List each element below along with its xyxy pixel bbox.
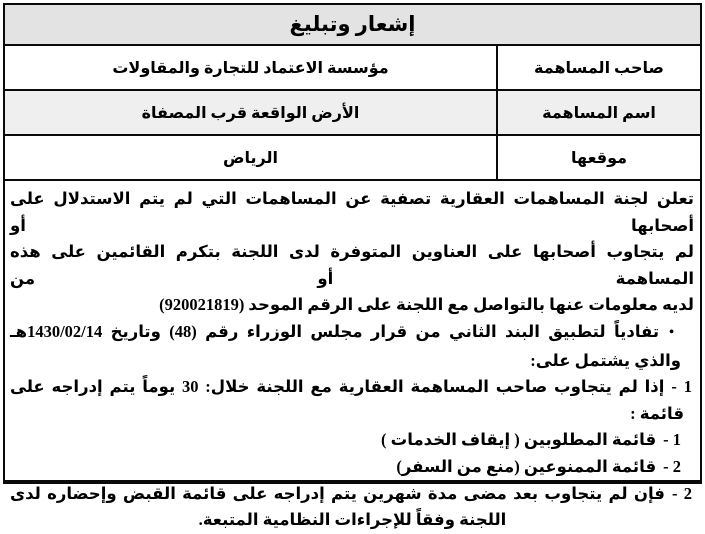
notice-title: إشعار وتبليغ xyxy=(289,12,416,36)
sub-item-1-text: قائمة المطلوبين ( إيقاف الخدمات ) xyxy=(381,430,657,450)
table-row-owner xyxy=(5,46,700,91)
sub-item-2-number: 2 - xyxy=(663,456,681,476)
numbered-item-1-line-1 xyxy=(10,374,695,401)
intro-line-1: تعلن لجنة المساهمات العقارية تصفية عن المساهمات التي لم يتم الاستدلال على أصحابها أو xyxy=(10,189,694,235)
notice-title-bar xyxy=(5,5,700,46)
table-row-contribution-name xyxy=(5,91,700,136)
bullet-item-line-2: والذي يشتمل على: xyxy=(530,350,681,370)
sub-item-1-number: 1 - xyxy=(663,430,681,450)
contribution-name-label-cell: اسم المساهمة xyxy=(496,91,700,134)
bullet-item-line-1 xyxy=(10,319,695,348)
owner-value-cell: مؤسسة الاعتماد للتجارة والمقاولات xyxy=(112,59,389,77)
sub-item-2 xyxy=(10,454,695,481)
notice-document-frame xyxy=(3,3,702,530)
contribution-name-value-cell: الأرض الواقعة قرب المصفاة xyxy=(141,104,360,122)
intro-line-2: لم يتجاوب أصحابها على العناوين المتوفرة لدى اللجنة بتكرم القائمين على هذه المساهمة أو من xyxy=(10,242,694,288)
intro-line-3: لديه معلومات عنها بالتواصل مع اللجنة على الرقم الموحد (920021819) xyxy=(159,295,694,315)
numbered-item-2-line-2: اللجنة وفقاً للإجراءات النظامية المتبعة. xyxy=(198,510,507,530)
location-value-cell: الرياض xyxy=(223,149,278,167)
numbered-item-1-line-2: قائمة : xyxy=(630,403,684,423)
sub-item-1 xyxy=(10,427,695,454)
owner-label-cell: صاحب المساهمة xyxy=(496,46,700,89)
numbered-item-2-line-1 xyxy=(10,481,695,508)
notice-body xyxy=(5,181,700,534)
bullet-marker: • xyxy=(669,324,674,340)
item-2-number: 2 - xyxy=(671,483,692,503)
item-1-text: إذا لم يتجاوب صاحب المساهمة العقارية مع اللجنة خلال: 30 يوماً يتم إدراجه على xyxy=(10,377,665,397)
bullet-item-text: تفادياً لتطبيق البند الثاني من قرار مجلس الوزراء رقم (48) وتاريخ 1430/02/14هـ xyxy=(10,321,660,341)
item-1-number: 1 - xyxy=(671,377,692,397)
sub-item-2-text: قائمة الممنوعين (منع من السفر) xyxy=(396,456,657,476)
table-row-location xyxy=(5,136,700,181)
location-label-cell: موقعها xyxy=(496,136,700,179)
item-2-text: فإن لم يتجاوب بعد مضى مدة شهرين يتم إدراجه على قائمة القبض وإحضاره لدى xyxy=(10,483,665,503)
